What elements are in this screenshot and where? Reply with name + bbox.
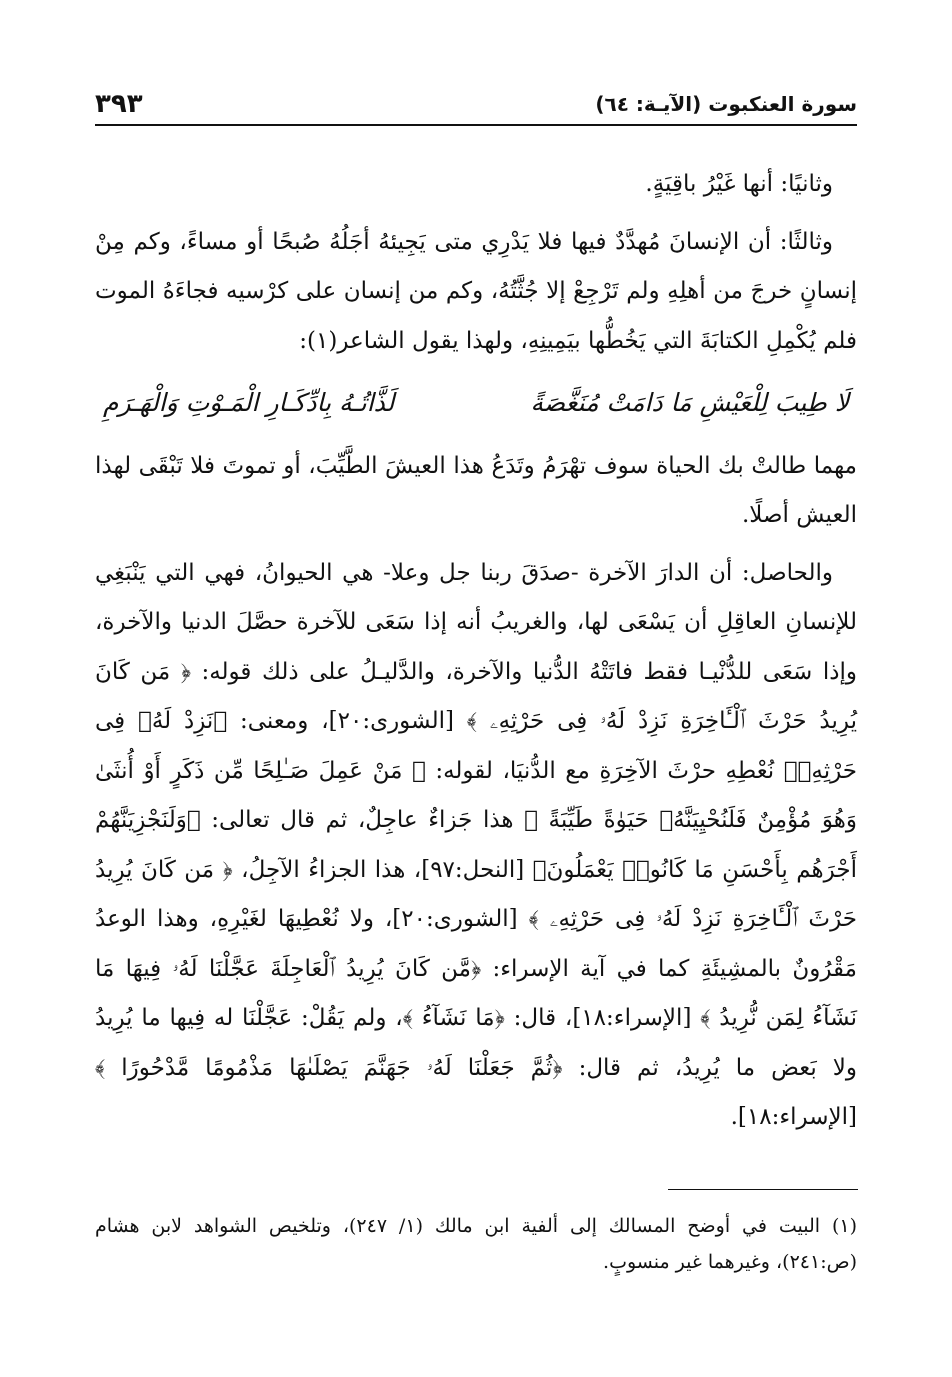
page-number: ٣٩٣ <box>95 89 143 119</box>
paragraph-continuation: مهما طالتْ بك الحياة سوف تهْرَمُ وتَدَعُ هذا العيشَ الطَّيِّبَ، أو تموتَ فلا تَبْقَى لهذا العيش أصلًا. <box>95 452 857 528</box>
paragraph-thirdly: وثالثًا: أن الإنسانَ مُهدَّدٌ فيها فلا يَدْرِي متى يَجِيئهُ أجَلُهُ صُبحًا أو مساءً، وكم مِنْ إنسانٍ خرجَ من أهلِهِ ولم تَرْجِعْ إلا جُثَّتُهُ، وكم من إنسان على كرْسيه فجاءَهُ الموت فلم يُكْمِلِ الكتابَةَ التي يَخُطُّها بيَمِينِهِ، ولهذا يقول الشاعر(١): <box>95 228 857 354</box>
running-head: سورة العنكبوت (الآيـة: ٦٤) <box>595 92 857 116</box>
verse-second-hemistich: لَذَّاتُـهُ بِادِّكَـارِ الْمَـوْتِ وَالْهَـرَمِ <box>103 388 395 417</box>
footnotes <box>95 1208 857 1280</box>
paragraph-secondly: وثانيًا: أنها غَيْرُ باقِيَةٍ. <box>645 171 833 197</box>
footnote-1: (١) البيت في أوضح المسالك إلى ألفية ابن مالك (١/ ٢٤٧)، وتلخيص الشواهد لابن هشام (ص:٢٤١)، وغيرهما غير منسوبٍ. <box>95 1215 857 1273</box>
poetry-verse <box>95 374 857 442</box>
verse-first-hemistich: لَا طِيبَ لِلْعَيْشِ مَا دَامَتْ مُنَغَّصَةً <box>530 388 849 417</box>
paragraph-conclusion: والحاصل: أن الدارَ الآخرة -صدَقَ ربنا جل وعلا- هي الحيوانُ، فهي التي يَنْبَغِي للإنسانِ العاقِلِ أن يَسْعَى لها، والغريبُ أنه إذا سَعَى للآخرة حصَّلَ الدنيا والآخرة، وإذا سَعَى للدُّنْيـا فقط فاتَتْهُ الدُّنيا والآخرة، والدَّليـلُ على ذلك قوله: ﴿ مَن كَانَ يُرِيدُ حَرْثَ ٱلْـَٔاخِرَةِ نَزِدْ لَهُۥ فِى حَرْثِهِۦ ﴾ [الشورى:٢٠]، ومعنى: ﴿نَزِدْ لَهُۥ فِى حَرْثِهِۦ﴾ نُعْطِهِ حرْثَ الآخِرَةِ مع الدُّنيَا، لقوله: ﴿ مَنْ عَمِلَ صَـٰلِحًا مِّن ذَكَرٍ أَوْ أُنثَىٰ وَهُوَ مُؤْمِنٌ فَلَنُحْيِيَنَّهُۥ حَيَوٰةً طَيِّبَةً ﴾ هذا جَزاءٌ عاجِلٌ، ثم قال تعالى: ﴿وَلَنَجْزِيَنَّهُمْ أَجْرَهُم بِأَحْسَنِ مَا كَانُوا۟ يَعْمَلُونَ﴾ [النحل:٩٧]، هذا الجزاءُ الآجِلُ، ﴿ مَن كَانَ يُرِيدُ حَرْثَ ٱلْـَٔاخِرَةِ نَزِدْ لَهُۥ فِى حَرْثِهِۦ ﴾ [الشورى:٢٠]، ولا نُعْطِيهَا لغَيْرِهِ، وهذا الوعدُ مَقْرُونٌ بالمشِيئَةِ كما في آية الإسراء: ﴿مَّن كَانَ يُرِيدُ ٱلْعَاجِلَةَ عَجَّلْنَا لَهُۥ فِيهَا مَا نَشَآءُ لِمَن نُّرِيدُ ﴾ [الإسراء:١٨]، قال: ﴿مَا نَشَآءُ ﴾، ولم يَقُلْ: عَجَّلْنَا له فِيها ما يُرِيدُ ولا بَعض ما يُرِيدُ، ثم قال: ﴿ثُمَّ جَعَلْنَا لَهُۥ جَهَنَّمَ يَصْلَىٰهَا مَذْمُومًا مَّدْحُورًا ﴾ [الإسراء:١٨]. <box>95 559 858 1130</box>
footnote-separator <box>668 1189 858 1190</box>
page-header <box>95 84 857 126</box>
main-text <box>95 160 857 1151</box>
